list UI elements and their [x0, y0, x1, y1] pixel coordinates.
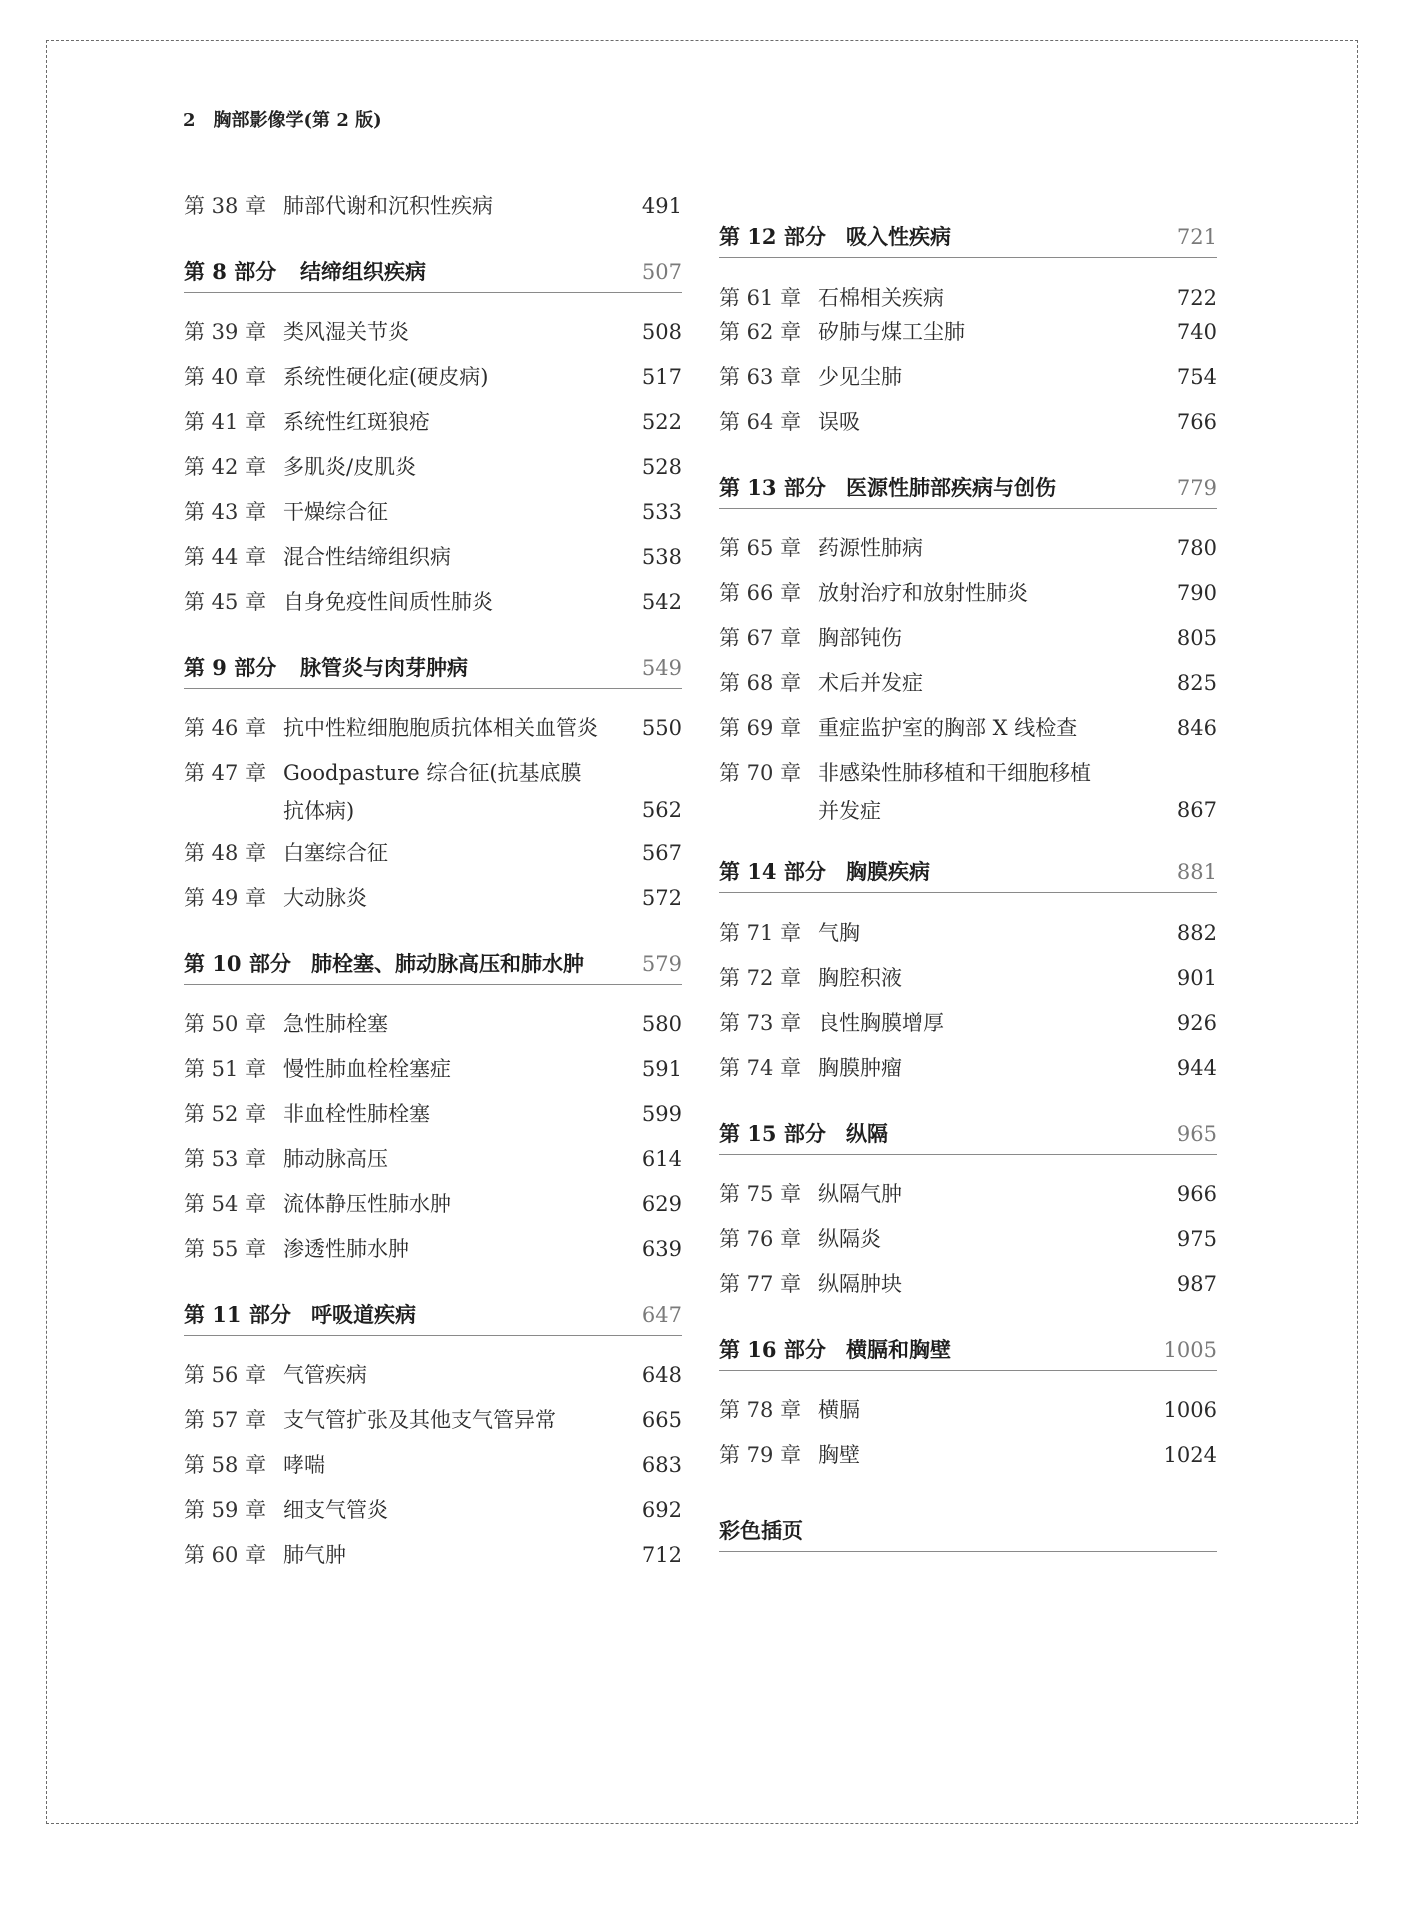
chapter-title: 干燥综合征 [283, 500, 388, 524]
chapter-page: 780 [1176, 536, 1217, 560]
chapter-title [283, 754, 582, 830]
chapter-number: 第 55 章 [184, 1237, 267, 1261]
chapter-title: 支气管扩张及其他支气管异常 [283, 1408, 556, 1432]
chapter-number: 第 73 章 [719, 1011, 802, 1035]
chapter-number: 第 40 章 [184, 365, 267, 389]
part-number: 第 8 部分 [184, 259, 277, 284]
toc-chapter-67[interactable] [719, 622, 1217, 654]
chapter-title: 放射治疗和放射性肺炎 [818, 581, 1028, 605]
book-title: 胸部影像学(第 2 版) [213, 110, 382, 131]
chapter-title: 流体静压性肺水肿 [283, 1192, 451, 1216]
chapter-page: 508 [641, 320, 682, 344]
chapter-page: 639 [641, 1237, 682, 1261]
part-title: 纵隔 [846, 1121, 888, 1146]
chapter-number: 第 43 章 [184, 500, 267, 524]
toc-chapter-57[interactable] [184, 1404, 682, 1436]
toc-chapter-63[interactable] [719, 361, 1217, 393]
chapter-number: 第 51 章 [184, 1057, 267, 1081]
part-page: 881 [1176, 860, 1217, 884]
chapter-page: 740 [1176, 320, 1217, 344]
chapter-page: 683 [641, 1453, 682, 1477]
chapter-page: 542 [641, 590, 682, 614]
chapter-title: 系统性红斑狼疮 [283, 410, 430, 434]
part-number: 第 10 部分 [184, 951, 291, 976]
part-page: 579 [641, 952, 682, 976]
chapter-page: 966 [1176, 1182, 1217, 1206]
toc-part-14[interactable] [719, 860, 1217, 893]
chapter-page: 580 [641, 1012, 682, 1036]
chapter-title: 肺动脉高压 [283, 1147, 388, 1171]
toc-part-16[interactable] [719, 1338, 1217, 1371]
chapter-title-line-2: 抗体病) [283, 799, 355, 823]
chapter-page: 692 [641, 1498, 682, 1522]
chapter-title: 慢性肺血栓栓塞症 [283, 1057, 451, 1081]
chapter-title: 抗中性粒细胞胞质抗体相关血管炎 [283, 716, 598, 740]
chapter-number: 第 49 章 [184, 886, 267, 910]
chapter-number: 第 60 章 [184, 1543, 267, 1567]
chapter-number: 第 65 章 [719, 536, 802, 560]
chapter-title: 纵隔肿块 [818, 1272, 902, 1296]
toc-chapter-68[interactable] [719, 667, 1217, 699]
chapter-number: 第 64 章 [719, 410, 802, 434]
chapter-number: 第 74 章 [719, 1056, 802, 1080]
chapter-title: 横膈 [818, 1398, 860, 1422]
chapter-number: 第 70 章 [719, 761, 802, 785]
chapter-page: 538 [641, 545, 682, 569]
chapter-page: 766 [1176, 410, 1217, 434]
chapter-page: 825 [1176, 671, 1217, 695]
chapter-title: 胸壁 [818, 1443, 860, 1467]
part-page: 721 [1176, 225, 1217, 249]
chapter-number: 第 53 章 [184, 1147, 267, 1171]
chapter-page: 867 [1176, 798, 1217, 822]
chapter-title: 肺气肿 [283, 1543, 346, 1567]
part-number: 第 9 部分 [184, 655, 277, 680]
chapter-number: 第 61 章 [719, 286, 802, 310]
toc-chapter-51[interactable] [184, 1053, 682, 1085]
toc-chapter-54[interactable] [184, 1188, 682, 1220]
chapter-page: 591 [641, 1057, 682, 1081]
chapter-number: 第 63 章 [719, 365, 802, 389]
toc-chapter-59[interactable] [184, 1494, 682, 1526]
chapter-title-line-2: 并发症 [818, 799, 881, 823]
toc-chapter-69[interactable] [719, 712, 1217, 744]
toc-chapter-46[interactable] [184, 712, 682, 744]
running-head [183, 106, 382, 132]
chapter-number: 第 54 章 [184, 1192, 267, 1216]
toc-part-13[interactable] [719, 476, 1217, 509]
toc-chapter-52[interactable] [184, 1098, 682, 1130]
toc-chapter-38[interactable] [184, 190, 682, 222]
chapter-title: 细支气管炎 [283, 1498, 388, 1522]
chapter-number: 第 50 章 [184, 1012, 267, 1036]
chapter-number: 第 62 章 [719, 320, 802, 344]
toc-part-9[interactable] [184, 656, 682, 689]
chapter-title: 胸部钝伤 [818, 626, 902, 650]
chapter-title: 非血栓性肺栓塞 [283, 1102, 430, 1126]
part-page: 647 [641, 1303, 682, 1327]
chapter-number: 第 67 章 [719, 626, 802, 650]
chapter-title-line-1: 非感染性肺移植和干细胞移植 [818, 761, 1091, 785]
part-number: 第 15 部分 [719, 1121, 826, 1146]
chapter-title: 混合性结缔组织病 [283, 545, 451, 569]
chapter-number: 第 44 章 [184, 545, 267, 569]
toc-chapter-78[interactable] [719, 1394, 1217, 1426]
chapter-page: 790 [1176, 581, 1217, 605]
toc-chapter-45[interactable] [184, 586, 682, 618]
chapter-page: 522 [641, 410, 682, 434]
part-page: 965 [1176, 1122, 1217, 1146]
chapter-number: 第 71 章 [719, 921, 802, 945]
chapter-title: 气胸 [818, 921, 860, 945]
toc-chapter-44[interactable] [184, 541, 682, 573]
toc-part-11[interactable] [184, 1303, 682, 1336]
toc-part-10[interactable] [184, 952, 682, 985]
chapter-title: 类风湿关节炎 [283, 320, 409, 344]
toc-chapter-53[interactable] [184, 1143, 682, 1175]
chapter-title: 系统性硬化症(硬皮病) [283, 365, 489, 389]
chapter-page: 1024 [1163, 1443, 1217, 1467]
chapter-page: 987 [1176, 1272, 1217, 1296]
part-title: 彩色插页 [719, 1518, 803, 1543]
chapter-title: 术后并发症 [818, 671, 923, 695]
page-number: 2 [183, 110, 196, 131]
chapter-page: 648 [641, 1363, 682, 1387]
chapter-number: 第 52 章 [184, 1102, 267, 1126]
part-number: 第 16 部分 [719, 1337, 826, 1362]
chapter-title: 药源性肺病 [818, 536, 923, 560]
chapter-title: 胸腔积液 [818, 966, 902, 990]
part-number: 第 14 部分 [719, 859, 826, 884]
toc-chapter-75[interactable] [719, 1178, 1217, 1210]
chapter-title: 肺部代谢和沉积性疾病 [283, 194, 493, 218]
chapter-page: 1006 [1163, 1398, 1217, 1422]
chapter-number: 第 47 章 [184, 761, 267, 785]
chapter-page: 614 [641, 1147, 682, 1171]
chapter-page: 567 [641, 841, 682, 865]
toc-color-plates[interactable] [719, 1519, 1217, 1552]
chapter-title: 多肌炎/皮肌炎 [283, 455, 417, 479]
chapter-title: 急性肺栓塞 [283, 1012, 388, 1036]
chapter-page: 754 [1176, 365, 1217, 389]
chapter-title-line-1: Goodpasture 综合征(抗基底膜 [283, 761, 582, 785]
chapter-title: 纵隔炎 [818, 1227, 881, 1251]
toc-chapter-42[interactable] [184, 451, 682, 483]
chapter-number: 第 38 章 [184, 194, 267, 218]
chapter-number: 第 42 章 [184, 455, 267, 479]
chapter-title: 少见尘肺 [818, 365, 902, 389]
part-number: 第 12 部分 [719, 224, 826, 249]
chapter-page: 491 [641, 194, 682, 218]
part-title: 呼吸道疾病 [311, 1302, 416, 1327]
part-number: 第 13 部分 [719, 475, 826, 500]
chapter-title: 纵隔气肿 [818, 1182, 902, 1206]
chapter-title: 白塞综合征 [283, 841, 388, 865]
chapter-page: 629 [641, 1192, 682, 1216]
toc-part-15[interactable] [719, 1122, 1217, 1155]
part-title: 胸膜疾病 [846, 859, 930, 884]
part-number: 第 11 部分 [184, 1302, 291, 1327]
chapter-title: 矽肺与煤工尘肺 [818, 320, 965, 344]
toc-chapter-49[interactable] [184, 882, 682, 914]
chapter-title: 大动脉炎 [283, 886, 367, 910]
chapter-number: 第 69 章 [719, 716, 802, 740]
chapter-title: 重症监护室的胸部 X 线检查 [818, 716, 1078, 740]
chapter-number: 第 39 章 [184, 320, 267, 344]
toc-chapter-64[interactable] [719, 406, 1217, 438]
toc-chapter-74[interactable] [719, 1052, 1217, 1084]
toc-chapter-48[interactable] [184, 837, 682, 869]
toc-chapter-40[interactable] [184, 361, 682, 393]
toc-chapter-77[interactable] [719, 1268, 1217, 1300]
toc-chapter-50[interactable] [184, 1008, 682, 1040]
toc-chapter-62[interactable] [719, 316, 1217, 348]
chapter-page: 533 [641, 500, 682, 524]
part-title: 吸入性疾病 [846, 224, 951, 249]
toc-chapter-73[interactable] [719, 1007, 1217, 1039]
part-page: 1005 [1163, 1338, 1217, 1362]
chapter-page: 599 [641, 1102, 682, 1126]
toc-chapter-60[interactable] [184, 1539, 682, 1571]
chapter-title: 胸膜肿瘤 [818, 1056, 902, 1080]
chapter-number: 第 48 章 [184, 841, 267, 865]
toc-chapter-79[interactable] [719, 1439, 1217, 1471]
part-title: 脉管炎与肉芽肿病 [300, 655, 468, 680]
toc-chapter-58[interactable] [184, 1449, 682, 1481]
toc-part-12[interactable] [719, 225, 1217, 258]
toc-chapter-66[interactable] [719, 577, 1217, 609]
chapter-title: 石棉相关疾病 [818, 286, 944, 310]
toc-chapter-76[interactable] [719, 1223, 1217, 1255]
toc-chapter-55[interactable] [184, 1233, 682, 1265]
chapter-number: 第 45 章 [184, 590, 267, 614]
chapter-page: 901 [1176, 966, 1217, 990]
part-title: 结缔组织疾病 [300, 259, 426, 284]
chapter-number: 第 56 章 [184, 1363, 267, 1387]
chapter-page: 528 [641, 455, 682, 479]
toc-part-8[interactable] [184, 260, 682, 293]
chapter-number: 第 41 章 [184, 410, 267, 434]
chapter-page: 944 [1176, 1056, 1217, 1080]
part-page: 779 [1176, 476, 1217, 500]
chapter-page: 665 [641, 1408, 682, 1432]
chapter-number: 第 57 章 [184, 1408, 267, 1432]
chapter-number: 第 66 章 [719, 581, 802, 605]
chapter-number: 第 59 章 [184, 1498, 267, 1522]
chapter-title: 良性胸膜增厚 [818, 1011, 944, 1035]
part-title: 医源性肺部疾病与创伤 [846, 475, 1056, 500]
toc-chapter-72[interactable] [719, 962, 1217, 994]
chapter-title: 自身免疫性间质性肺炎 [283, 590, 493, 614]
part-title: 横膈和胸壁 [846, 1337, 951, 1362]
toc-chapter-43[interactable] [184, 496, 682, 528]
chapter-page: 712 [641, 1543, 682, 1567]
chapter-number: 第 76 章 [719, 1227, 802, 1251]
chapter-number: 第 72 章 [719, 966, 802, 990]
chapter-page: 550 [641, 716, 682, 740]
toc-chapter-71[interactable] [719, 917, 1217, 949]
chapter-title: 渗透性肺水肿 [283, 1237, 409, 1261]
chapter-title [818, 754, 1091, 830]
chapter-title: 气管疾病 [283, 1363, 367, 1387]
part-title: 肺栓塞、肺动脉高压和肺水肿 [311, 951, 584, 976]
part-page: 549 [641, 656, 682, 680]
toc-chapter-70[interactable] [719, 757, 1217, 829]
chapter-number: 第 77 章 [719, 1272, 802, 1296]
chapter-page: 572 [641, 886, 682, 910]
toc-chapter-61[interactable] [719, 282, 1217, 314]
part-page: 507 [641, 260, 682, 284]
chapter-number: 第 46 章 [184, 716, 267, 740]
chapter-number: 第 75 章 [719, 1182, 802, 1206]
toc-chapter-47[interactable] [184, 757, 682, 829]
chapter-title: 误吸 [818, 410, 860, 434]
chapter-page: 975 [1176, 1227, 1217, 1251]
toc-chapter-41[interactable] [184, 406, 682, 438]
chapter-number: 第 79 章 [719, 1443, 802, 1467]
chapter-number: 第 68 章 [719, 671, 802, 695]
chapter-page: 517 [641, 365, 682, 389]
chapter-page: 926 [1176, 1011, 1217, 1035]
toc-chapter-39[interactable] [184, 316, 682, 348]
chapter-page: 882 [1176, 921, 1217, 945]
toc-chapter-56[interactable] [184, 1359, 682, 1391]
chapter-title: 哮喘 [283, 1453, 325, 1477]
chapter-number: 第 78 章 [719, 1398, 802, 1422]
toc-chapter-65[interactable] [719, 532, 1217, 564]
chapter-page: 562 [641, 798, 682, 822]
chapter-number: 第 58 章 [184, 1453, 267, 1477]
chapter-page: 846 [1176, 716, 1217, 740]
chapter-page: 722 [1176, 286, 1217, 310]
chapter-page: 805 [1176, 626, 1217, 650]
